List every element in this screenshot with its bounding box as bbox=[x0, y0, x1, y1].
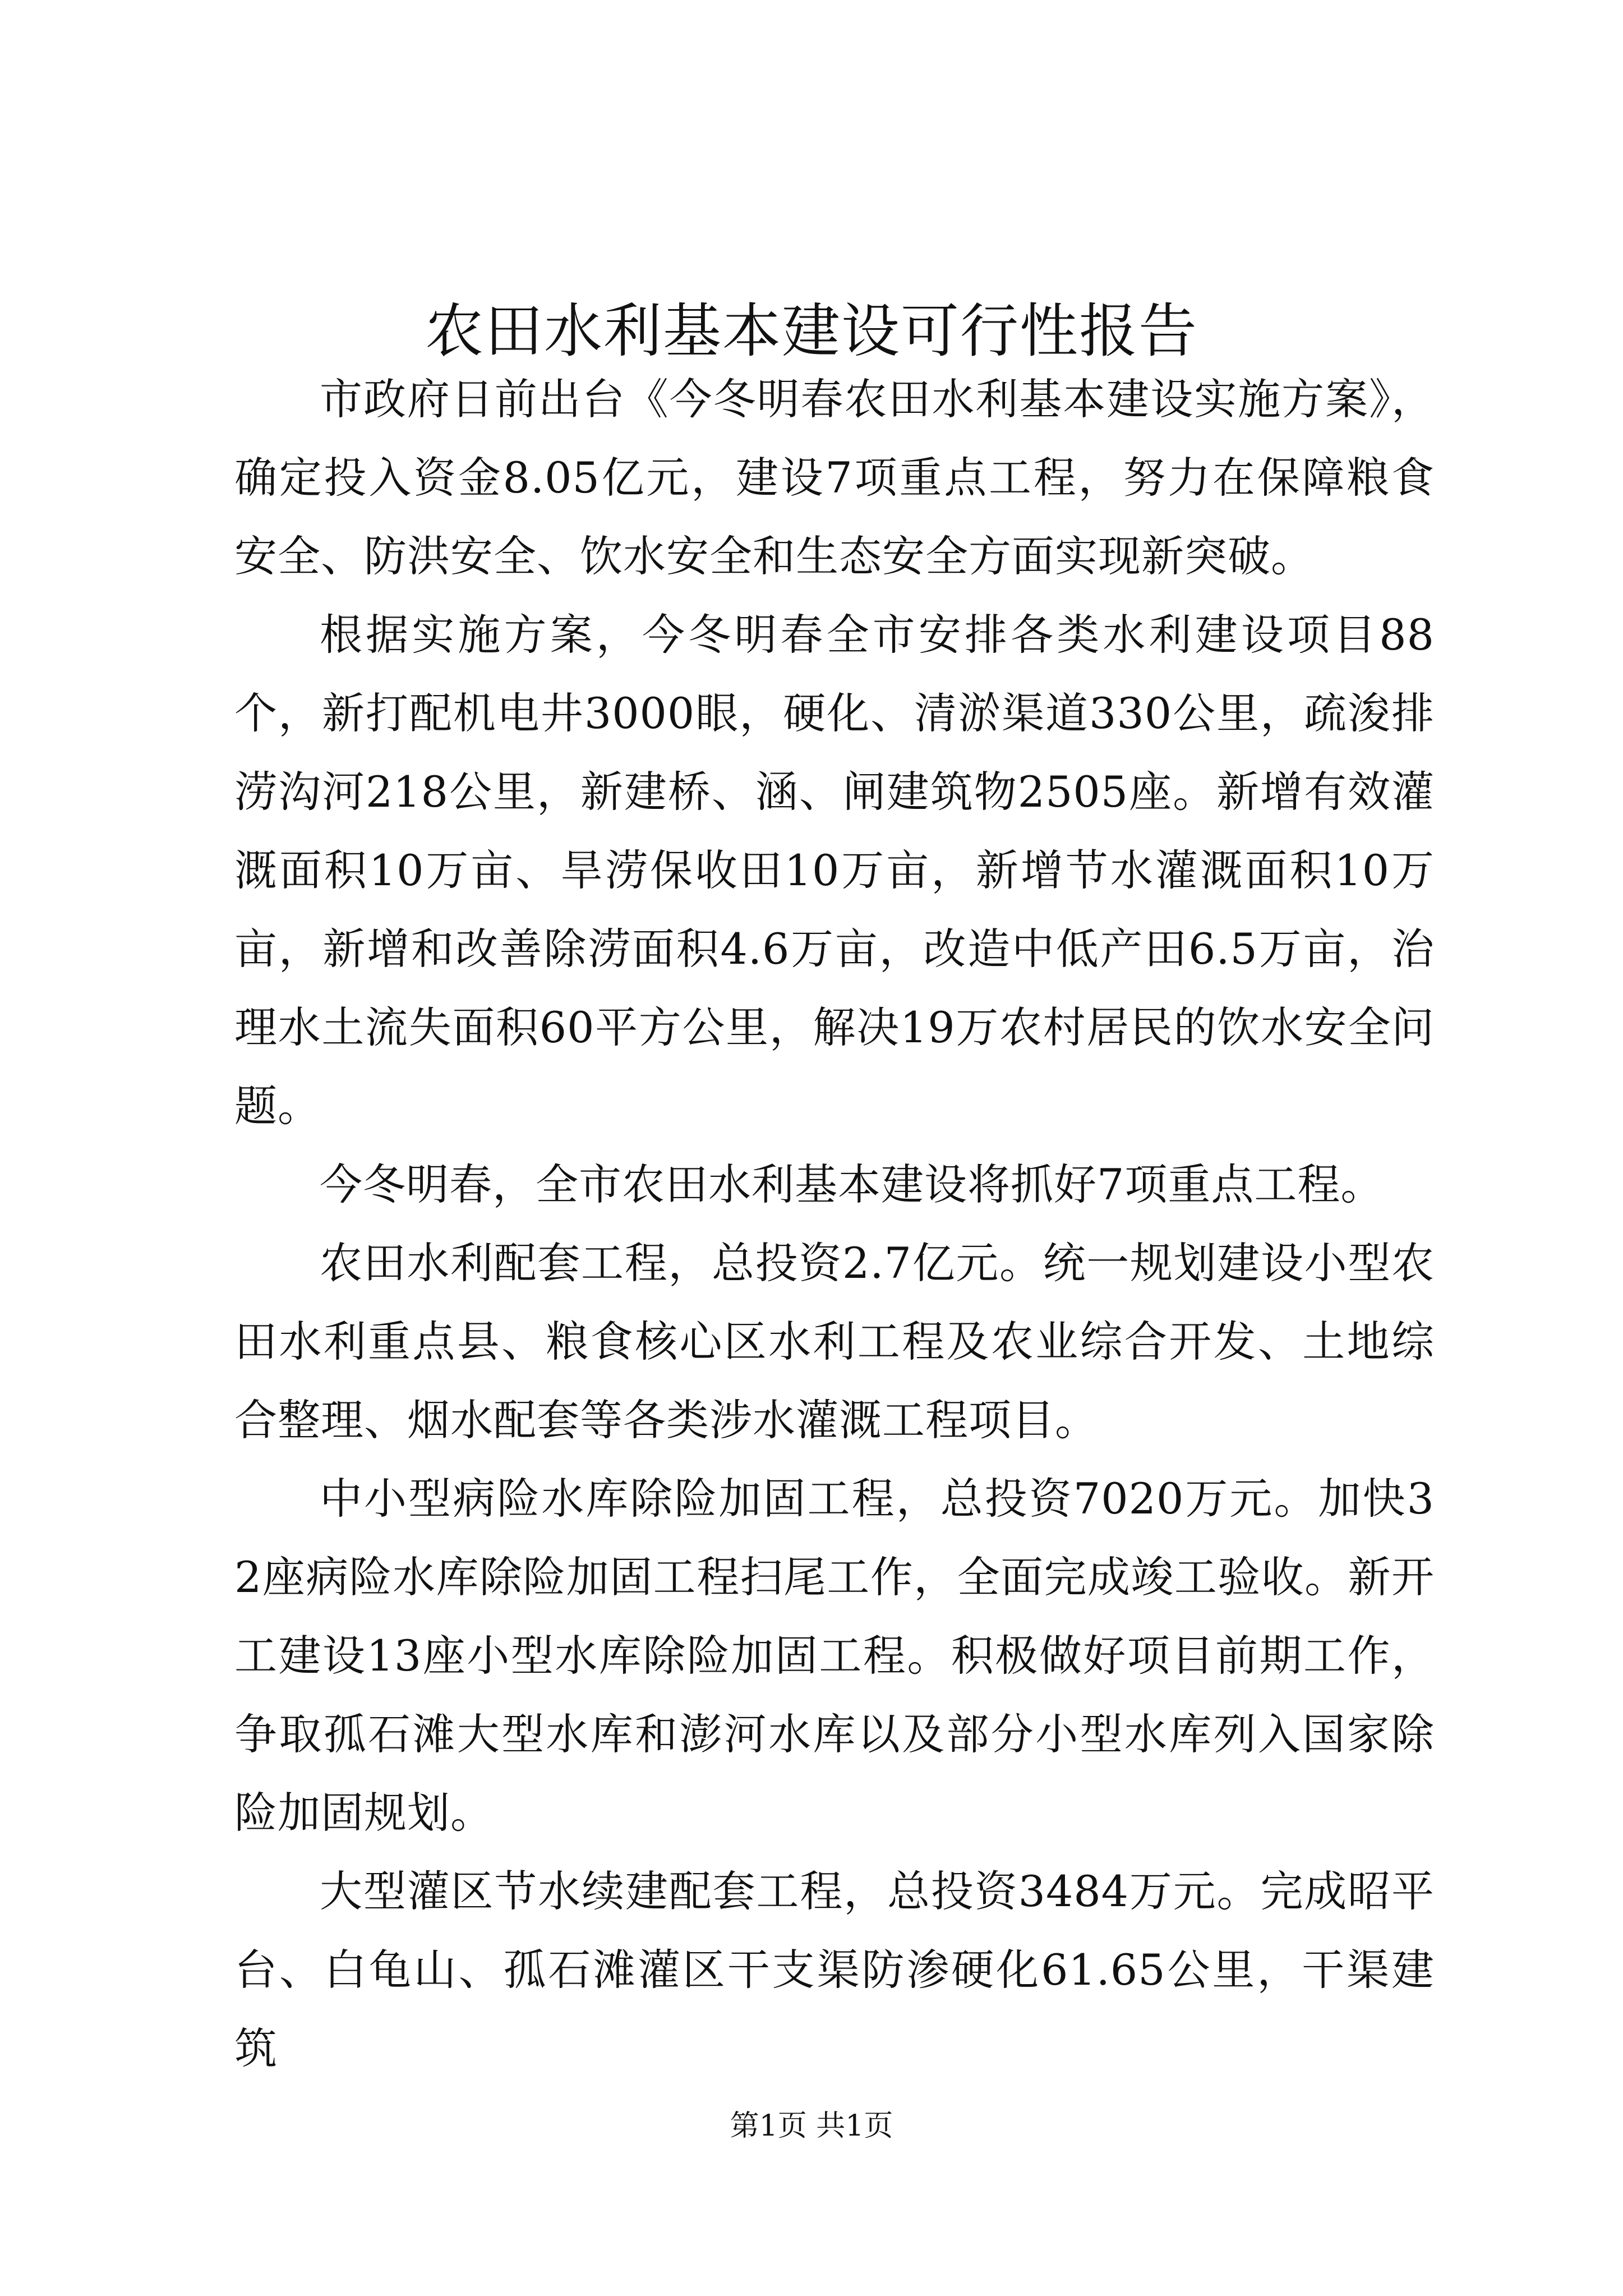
paragraph-4: 农田水利配套工程，总投资2.7亿元。统一规划建设小型农田水利重点县、粮食核心区水利工程及农业综合开发、土地综合整理、烟水配套等各类涉水灌溉工程项目。 bbox=[234, 1238, 1435, 1445]
document-title: 农田水利基本建设可行性报告 bbox=[425, 297, 1198, 365]
paragraph-5: 中小型病险水库除险加固工程，总投资7020万元。加快32座病险水库除险加固工程扫尾工作，全面完成竣工验收。新开工建设13座小型水库除险加固工程。积极做好项目前期工作，争取孤石滩大型水库和澎河水库以及部分小型水库列入国家除险加固规划。 bbox=[234, 1474, 1435, 1838]
paragraph-6: 大型灌区节水续建配套工程，总投资3484万元。完成昭平台、白龟山、孤石滩灌区干支渠防渗硬化61.65公里，干渠建筑 bbox=[234, 1866, 1435, 2073]
page-footer: 第1页 共1页 bbox=[730, 2109, 893, 2143]
document-body bbox=[234, 360, 1435, 2088]
paragraph-2: 根据实施方案，今冬明春全市安排各类水利建设项目88个，新打配机电井3000眼，硬化、清淤渠道330公里，疏浚排涝沟河218公里，新建桥、涵、闸建筑物2505座。新增有效灌溉面积10万亩、旱涝保收田10万亩，新增节水灌溉面积10万亩，新增和改善除涝面积4.6万亩，改造中低产田6.5万亩，治理水土流失面积60平方公里，解决19万农村居民的饮水安全问题。 bbox=[234, 610, 1435, 1131]
paragraph-3: 今冬明春，全市农田水利基本建设将抓好7项重点工程。 bbox=[320, 1159, 1384, 1209]
paragraph-1: 市政府日前出台《今冬明春农田水利基本建设实施方案》，确定投入资金8.05亿元，建设7项重点工程，努力在保障粮食安全、防洪安全、饮水安全和生态安全方面实现新突破。 bbox=[234, 374, 1435, 581]
